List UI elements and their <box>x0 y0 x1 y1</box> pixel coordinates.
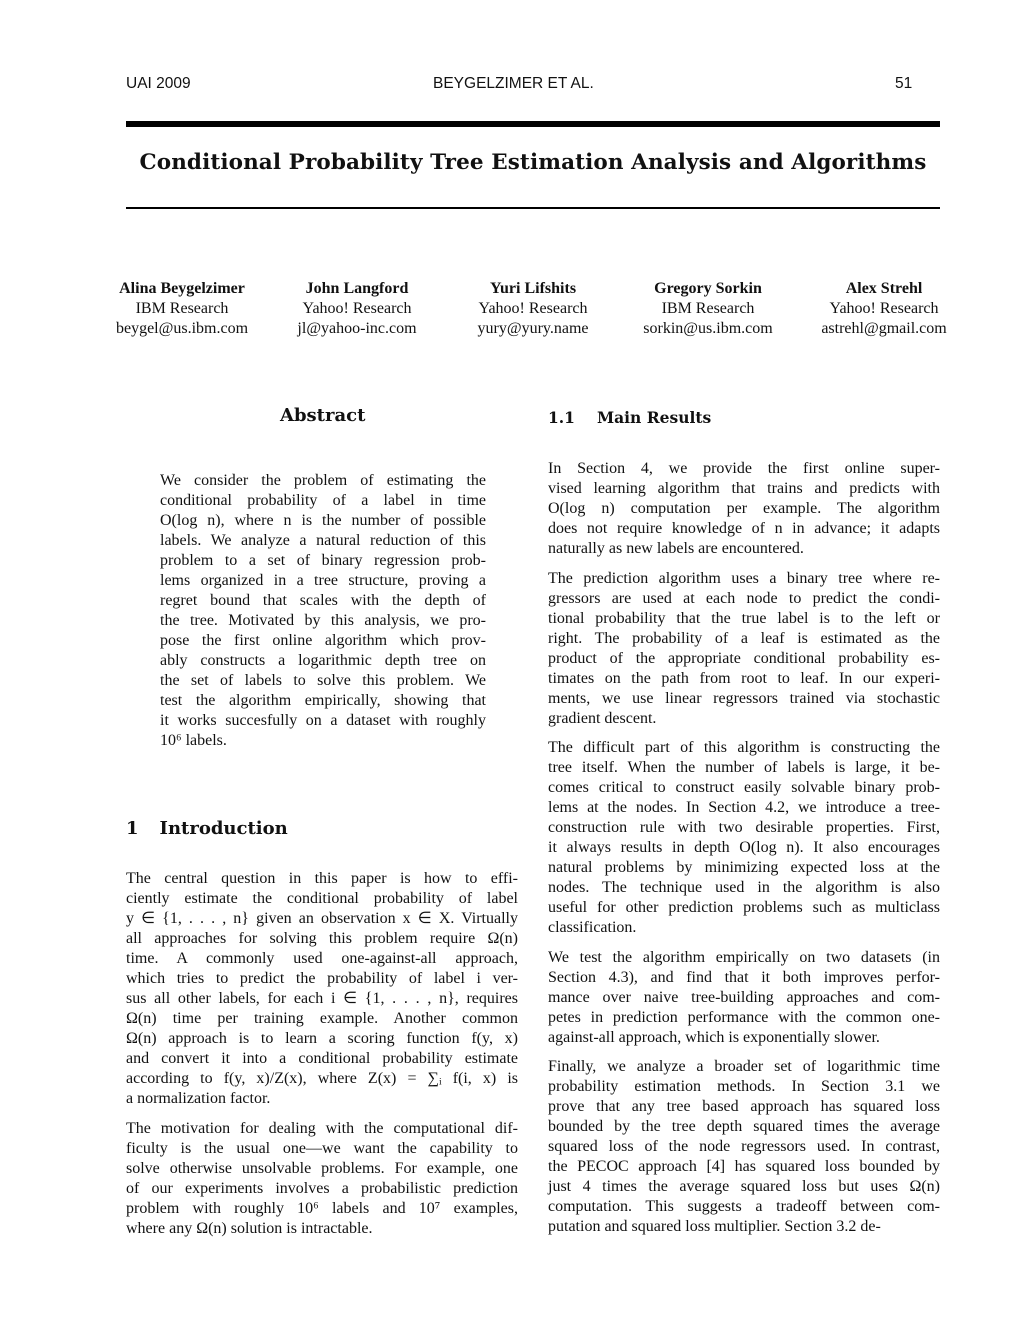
introduction-heading <box>126 818 288 839</box>
text-line: Section 4.3), and find that it both improves perfor- <box>548 968 940 986</box>
text-line: probability estimation methods. In Section 3.1 we <box>548 1078 940 1095</box>
author-email: yury@yury.name <box>477 320 589 337</box>
text-line: prove that any tree based approach has squared loss <box>548 1098 940 1115</box>
text-line: We consider the problem of estimating the <box>160 472 486 489</box>
author-name: Gregory Sorkin <box>654 280 762 297</box>
text-line: petes in prediction performance with the common one- <box>548 1008 940 1026</box>
paragraph <box>126 869 518 1109</box>
text-line: y ∈ {1, . . . , n} given an observation x ∈ X. Virtually <box>126 910 518 927</box>
paragraph <box>548 569 940 729</box>
text-line: it always results in depth O(log n). It also encourages <box>548 839 940 856</box>
text-line: does not require knowledge of n in advance; it adapts <box>548 520 940 537</box>
text-line: lems at the nodes. In Section 4.2, we introduce a tree- <box>548 799 940 816</box>
author-name: John Langford <box>305 280 409 297</box>
paragraph <box>548 948 940 1048</box>
main-results-heading <box>548 408 711 427</box>
author-name: Yuri Lifshits <box>489 280 577 297</box>
text-line: comes critical to construct easily solvable binary prob- <box>548 779 940 796</box>
text-line: timates on the path from root to leaf. In our experi- <box>548 669 940 687</box>
author <box>257 279 457 339</box>
author-affiliation: Yahoo! Research <box>478 300 588 317</box>
author-email: astrehl@gmail.com <box>821 320 947 337</box>
text-line: problem with roughly 10⁶ labels and 10⁷ examples, <box>126 1199 518 1217</box>
abstract-heading: Abstract <box>280 405 366 426</box>
author <box>608 279 808 339</box>
text-line: labels. We analyze a natural reduction of this <box>160 532 486 549</box>
abstract-body <box>160 471 486 761</box>
text-line: The motivation for dealing with the computational dif- <box>126 1119 518 1137</box>
paragraph <box>548 1057 940 1237</box>
page-number: 51 <box>895 75 913 92</box>
section-number: 1 <box>126 818 139 839</box>
text-line: problem to a set of binary regression prob- <box>160 552 486 569</box>
text-line: gradient descent. <box>548 709 657 727</box>
text-line: a normalization factor. <box>126 1090 271 1107</box>
text-line: Finally, we analyze a broader set of logarithmic time <box>548 1058 940 1075</box>
text-line: squared loss of the node regressors used. In contrast, <box>548 1138 940 1155</box>
paragraph <box>126 1119 518 1239</box>
text-line: The central question in this paper is how to effi- <box>126 870 518 887</box>
text-line: right. The probability of a leaf is estimated as the <box>548 629 940 647</box>
text-line: solve otherwise unsolvable problems. For example, one <box>126 1159 518 1177</box>
author-affiliation: IBM Research <box>135 300 229 317</box>
text-line: according to f(y, x)/Z(x), where Z(x) = ∑ᵢ f(i, x) is <box>126 1070 518 1087</box>
running-header-venue: UAI 2009 <box>126 75 191 92</box>
author-affiliation: Yahoo! Research <box>302 300 412 317</box>
text-line: putation and squared loss multiplier. Section 3.2 de- <box>548 1218 881 1235</box>
text-line: where any Ω(n) solution is intractable. <box>126 1219 373 1237</box>
paragraph <box>548 459 940 559</box>
text-line: classification. <box>548 919 637 936</box>
author-email: beygel@us.ibm.com <box>115 320 249 337</box>
text-line: all approaches for solving this problem require Ω(n) <box>126 930 518 947</box>
text-line: nodes. The technique used in the algorithm is also <box>548 879 940 896</box>
text-line: pose the first online algorithm which prov- <box>160 632 486 649</box>
text-line: lems organized in a tree structure, proving a <box>160 572 486 589</box>
text-line: computation. This suggests a tradeoff between com- <box>548 1198 940 1215</box>
text-line: bounded by the tree depth squared times the average <box>548 1118 940 1135</box>
text-line: the set of labels to solve this problem. We <box>160 672 486 689</box>
subsection-number: 1.1 <box>548 408 575 427</box>
text-line: test the algorithm empirically, showing that <box>160 692 486 709</box>
author-name: Alina Beygelzimer <box>119 280 245 297</box>
subsection-title: Main Results <box>596 408 712 427</box>
section-title: Introduction <box>159 818 288 839</box>
main-results-body <box>548 459 940 1247</box>
text-line: just 4 times the average squared loss but uses Ω(n) <box>548 1178 940 1195</box>
author <box>433 279 633 339</box>
text-line: product of the appropriate conditional probability es- <box>548 649 940 667</box>
text-line: conditional probability of a label in time <box>160 492 486 509</box>
text-line: gressors are used at each node to predict the condi- <box>548 589 940 607</box>
author <box>784 279 984 339</box>
text-line: 10⁶ labels. <box>160 732 227 749</box>
text-line: Ω(n) approach is to learn a scoring function f(y, x) <box>126 1030 518 1047</box>
text-line: tree itself. When the number of labels is large, it be- <box>548 759 940 776</box>
text-line: ments, we use linear regressors trained via stochastic <box>548 689 940 707</box>
text-line: The prediction algorithm uses a binary tree where re- <box>548 569 940 587</box>
author-email: jl@yahoo-inc.com <box>297 320 417 337</box>
text-line: vised learning algorithm that trains and predicts with <box>548 480 940 497</box>
text-line: In Section 4, we provide the first online super- <box>548 460 940 477</box>
text-line: it works succesfully on a dataset with roughly <box>160 712 486 729</box>
paper-title: Conditional Probability Tree Estimation Analysis and Algorithms <box>139 150 927 175</box>
title-bottom-rule <box>126 207 940 209</box>
author-affiliation: Yahoo! Research <box>829 300 939 317</box>
text-line: of our experiments involves a probabilistic prediction <box>126 1179 518 1197</box>
text-line: and convert it into a conditional probability estimate <box>126 1050 518 1067</box>
text-line: O(log n) computation per example. The algorithm <box>548 500 940 517</box>
text-line: sus all other labels, for each i ∈ {1, . . . , n}, requires <box>126 990 518 1007</box>
text-line: naturally as new labels are encountered. <box>548 540 804 557</box>
running-header-authors: BEYGELZIMER ET AL. <box>433 75 594 92</box>
text-line: the tree. Motivated by this analysis, we pro- <box>160 612 486 629</box>
author <box>82 279 282 339</box>
paragraph <box>160 471 486 751</box>
introduction-body <box>126 869 518 1248</box>
text-line: which tries to predict the probability of label i ver- <box>126 970 518 987</box>
text-line: tional probability that the true label is to the left or <box>548 609 940 627</box>
text-line: O(log n), where n is the number of possible <box>160 512 486 529</box>
title-top-rule <box>126 121 940 127</box>
author-name: Alex Strehl <box>845 280 923 297</box>
text-line: time. A commonly used one-against-all approach, <box>126 950 518 967</box>
text-line: ficulty is the usual one—we want the capability to <box>126 1139 518 1157</box>
text-line: useful for other prediction problems such as multiclass <box>548 899 940 916</box>
text-line: ably constructs a logarithmic depth tree on <box>160 652 486 669</box>
text-line: mance over naive tree-building approaches and com- <box>548 988 940 1006</box>
author-email: sorkin@us.ibm.com <box>643 320 773 337</box>
text-line: We test the algorithm empirically on two datasets (in <box>548 948 940 966</box>
text-line: the PECOC approach [4] has squared loss bounded by <box>548 1158 940 1175</box>
text-line: ciently estimate the conditional probability of label <box>126 890 518 907</box>
text-line: construction rule with two desirable properties. First, <box>548 819 940 836</box>
paragraph <box>548 738 940 938</box>
text-line: Ω(n) time per training example. Another common <box>126 1010 518 1027</box>
text-line: The difficult part of this algorithm is constructing the <box>548 739 940 756</box>
text-line: natural problems by minimizing expected loss at the <box>548 859 940 876</box>
author-affiliation: IBM Research <box>661 300 755 317</box>
text-line: regret bound that scales with the depth of <box>160 592 486 609</box>
text-line: against-all approach, which is exponentially slower. <box>548 1028 880 1046</box>
